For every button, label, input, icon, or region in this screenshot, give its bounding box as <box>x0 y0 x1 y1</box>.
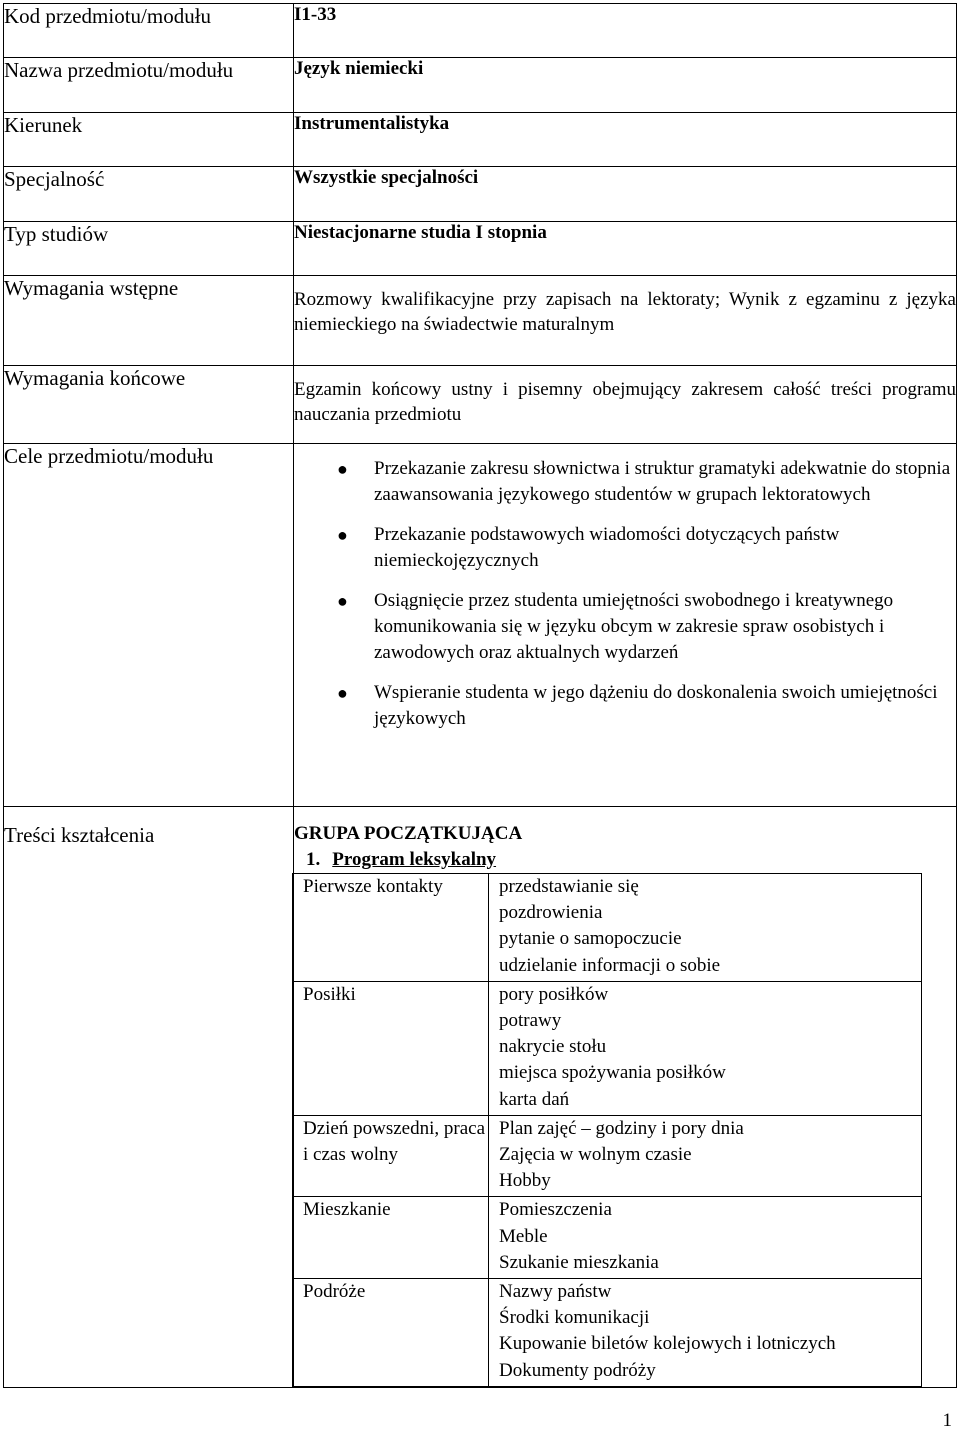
subtopics-cell: przedstawianie się pozdrowienia pytanie o samopoczucie udzielanie informacji o sobie <box>489 874 922 982</box>
table-row <box>293 1115 922 1197</box>
label-field: Kierunek <box>4 113 294 167</box>
bullet-icon: ● <box>337 525 348 545</box>
row-content <box>4 807 957 1388</box>
list-item: ● Wspieranie studenta w jego dążeniu do doskonalenia swoich umiejętności językowych <box>337 682 938 729</box>
row-goals <box>4 444 957 807</box>
label-code: Kod przedmiotu/modułu <box>4 4 294 58</box>
value-field: Instrumentalistyka <box>294 113 957 167</box>
subtopics-cell: Pomieszczenia Meble Szukanie mieszkania <box>489 1197 922 1279</box>
list-item: ● Przekazanie zakresu słownictwa i struktur gramatyki adekwatnie do stopnia zaawansowania językowego studentów w grupach lektoratowych <box>337 458 951 505</box>
value-prerequisites: Rozmowy kwalifikacyjne przy zapisach na lektoraty; Wynik z egzaminu z języka niemieckiego na świadectwie maturalnym <box>294 289 956 335</box>
topic-cell: Dzień powszedni, praca i czas wolny <box>293 1115 489 1197</box>
topic-cell: Posiłki <box>293 981 489 1115</box>
page-number: 1 <box>942 1410 952 1431</box>
program-title: 1. Program leksykalny <box>306 849 497 870</box>
row-specialty <box>4 167 957 222</box>
value-name: Język niemiecki <box>294 58 957 113</box>
subtopics-cell: pory posiłków potrawy nakrycie stołu miejsca spożywania posiłków karta dań <box>489 981 922 1115</box>
row-study-type <box>4 222 957 276</box>
table-row <box>293 1279 922 1387</box>
subtopics-cell: Plan zajęć – godziny i pory dnia Zajęcia w wolnym czasie Hobby <box>489 1115 922 1197</box>
table-row <box>293 981 922 1115</box>
list-item: ● Przekazanie podstawowych wiadomości dotyczących państw niemieckojęzycznych <box>337 524 840 571</box>
label-final-requirements: Wymagania końcowe <box>4 366 294 444</box>
module-table <box>3 3 957 1388</box>
lexical-program-table <box>292 873 922 1387</box>
topic-cell: Podróże <box>293 1279 489 1387</box>
label-content: Treści kształcenia <box>4 807 294 1388</box>
list-item: ● Osiągnięcie przez studenta umiejętności swobodnego i kreatywnego komunikowania się w języku obcym w zakresie spraw osobistych i zawodowych oraz aktualnych wydarzeń <box>337 590 894 663</box>
bullet-icon: ● <box>337 591 348 611</box>
row-code <box>4 4 957 58</box>
label-study-type: Typ studiów <box>4 222 294 276</box>
bullet-icon: ● <box>337 683 348 703</box>
table-row <box>293 1197 922 1279</box>
value-final-requirements: Egzamin końcowy ustny i pisemny obejmujący zakresem całość treści programu nauczania przedmiotu <box>294 379 956 425</box>
label-name: Nazwa przedmiotu/modułu <box>4 58 294 113</box>
topic-cell: Pierwsze kontakty <box>293 874 489 982</box>
label-specialty: Specjalność <box>4 167 294 222</box>
value-study-type: Niestacjonarne studia I stopnia <box>294 222 957 276</box>
table-row <box>293 874 922 982</box>
row-prerequisites <box>4 276 957 366</box>
label-prerequisites: Wymagania wstępne <box>4 276 294 366</box>
group-title: GRUPA POCZĄTKUJĄCA <box>294 823 523 844</box>
goals-list <box>294 456 956 732</box>
topic-cell: Mieszkanie <box>293 1197 489 1279</box>
row-final-requirements <box>4 366 957 444</box>
label-goals: Cele przedmiotu/modułu <box>4 444 294 807</box>
subtopics-cell: Nazwy państw Środki komunikacji Kupowanie biletów kolejowych i lotniczych Dokumenty podróży <box>489 1279 922 1387</box>
bullet-icon: ● <box>337 459 348 479</box>
row-name <box>4 58 957 113</box>
row-field <box>4 113 957 167</box>
value-specialty: Wszystkie specjalności <box>294 167 957 222</box>
value-code: I1-33 <box>294 4 957 58</box>
